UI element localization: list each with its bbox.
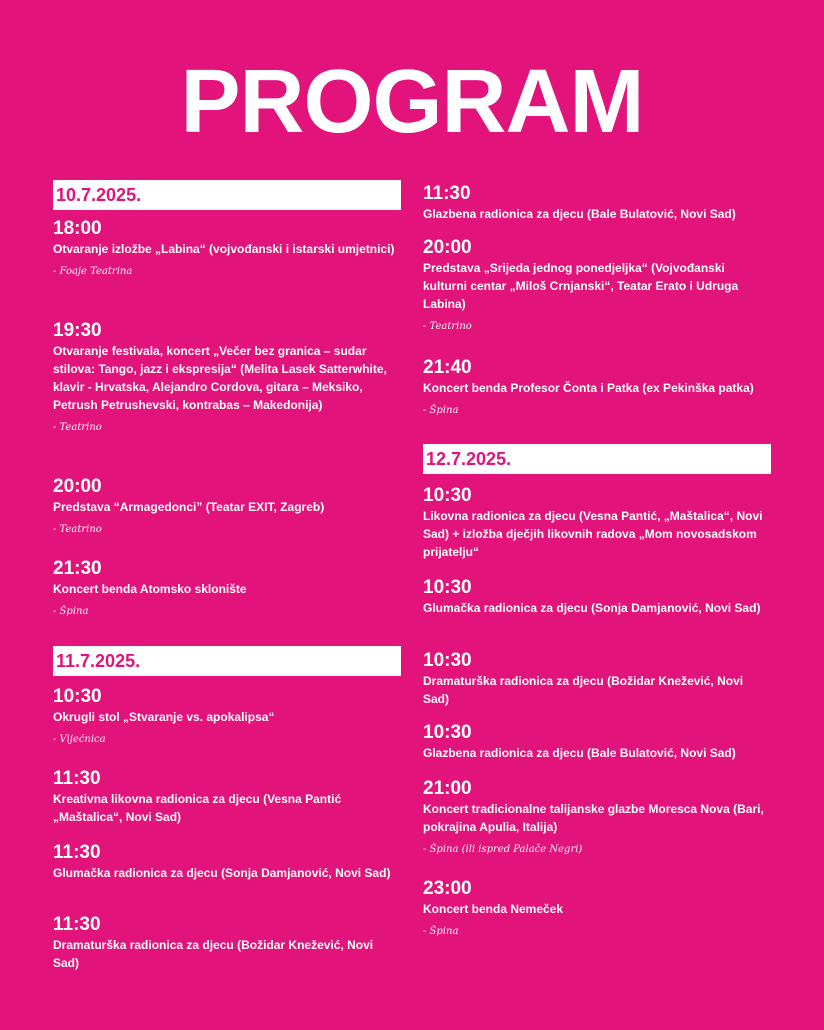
event-description: Koncert benda Nemeček <box>423 902 564 916</box>
event-item <box>53 686 401 747</box>
event-venue: - Vijećnica <box>53 734 106 745</box>
event-item <box>53 768 401 826</box>
event-venue: - Špina <box>423 405 459 416</box>
event-time: 21:00 <box>423 778 472 799</box>
event-time: 10:30 <box>53 686 102 707</box>
event-description: Kreativna likovna radionica za djecu (Vesna Pantić „Maštalica“, Novi Sad) <box>53 792 342 824</box>
event-venue: - Teatrino <box>53 422 102 433</box>
event-description: Likovna radionica za djecu (Vesna Pantić, „Maštalica“, Novi Sad) + izložba dječjih likovnih radova „Mom novosadskom prijatelju“ <box>423 509 763 559</box>
event-description: Otvaranje izložbe „Labina“ (vojvođanski i istarski umjetnici) <box>53 242 395 256</box>
event-description: Dramaturška radionica za djecu (Božidar Knežević, Novi Sad) <box>423 674 744 706</box>
day-header <box>423 444 771 474</box>
event-description: Koncert benda Atomsko sklonište <box>53 582 247 596</box>
event-venue: - Špina <box>53 606 89 617</box>
event-item <box>53 558 401 619</box>
event-item <box>423 878 771 939</box>
event-item <box>53 842 401 882</box>
event-time: 21:30 <box>53 558 102 579</box>
event-time: 11:30 <box>423 183 471 204</box>
day-date: 10.7.2025. <box>53 180 401 210</box>
event-time: 10:30 <box>423 485 472 506</box>
event-item <box>423 485 771 561</box>
event-time: 11:30 <box>53 842 101 863</box>
event-venue: - Foaje Teatrina <box>53 266 133 277</box>
event-item <box>423 722 771 762</box>
event-item <box>53 320 401 435</box>
event-time: 11:30 <box>53 768 101 789</box>
event-time: 19:30 <box>53 320 102 341</box>
day-date: 11.7.2025. <box>53 646 401 676</box>
event-item <box>423 357 771 418</box>
event-item <box>423 577 771 617</box>
event-time: 21:40 <box>423 357 472 378</box>
event-time: 10:30 <box>423 722 472 743</box>
event-description: Glazbena radionica za djecu (Bale Bulatović, Novi Sad) <box>423 746 736 760</box>
event-description: Glumačka radionica za djecu (Sonja Damjanović, Novi Sad) <box>53 866 391 880</box>
event-venue: - Špina (ili ispred Palače Negri) <box>423 844 583 855</box>
event-description: Glumačka radionica za djecu (Sonja Damjanović, Novi Sad) <box>423 601 761 615</box>
event-venue: - Teatrino <box>423 321 472 332</box>
event-description: Predstava „Srijeda jednog ponedjeljka“ (Vojvođanski kulturni centar „Miloš Crnjanski“, Teatar Erato i Udruga Labina) <box>423 261 739 311</box>
event-description: Otvaranje festivala, koncert „Večer bez granica – sudar stilova: Tango, jazz i ekspresija“ (Melita Lasek Satterwhite, klavir - Hrvatska, Alejandro Cordova, gitara – Meksiko, Petrush Petrushevski, kontrabas – Makedonija) <box>53 344 387 412</box>
event-time: 18:00 <box>53 218 102 239</box>
day-date: 12.7.2025. <box>423 444 771 474</box>
event-item <box>53 914 401 972</box>
event-description: Koncert tradicionalne talijanske glazbe Moresca Nova (Bari, pokrajina Apulia, Italija) <box>423 802 764 834</box>
event-venue: - Špina <box>423 926 459 937</box>
event-item <box>423 183 771 223</box>
event-time: 10:30 <box>423 577 472 598</box>
event-description: Glazbena radionica za djecu (Bale Bulatović, Novi Sad) <box>423 207 736 221</box>
event-item <box>423 237 771 334</box>
event-item <box>423 650 771 708</box>
event-description: Okrugli stol „Stvaranje vs. apokalipsa“ <box>53 710 275 724</box>
event-time: 11:30 <box>53 914 101 935</box>
event-time: 23:00 <box>423 878 472 899</box>
day-header <box>53 180 401 210</box>
event-description: Predstava “Armagedonci” (Teatar EXIT, Zagreb) <box>53 500 325 514</box>
page-title: PROGRAM <box>180 52 644 152</box>
event-item <box>53 476 401 537</box>
event-time: 20:00 <box>53 476 102 497</box>
event-item <box>423 778 771 857</box>
event-venue: - Teatrino <box>53 524 102 535</box>
event-item <box>53 218 401 279</box>
event-description: Koncert benda Profesor Čonta i Patka (ex Pekinška patka) <box>423 381 754 395</box>
event-time: 20:00 <box>423 237 472 258</box>
day-header <box>53 646 401 676</box>
event-description: Dramaturška radionica za djecu (Božidar Knežević, Novi Sad) <box>53 938 374 970</box>
event-time: 10:30 <box>423 650 472 671</box>
